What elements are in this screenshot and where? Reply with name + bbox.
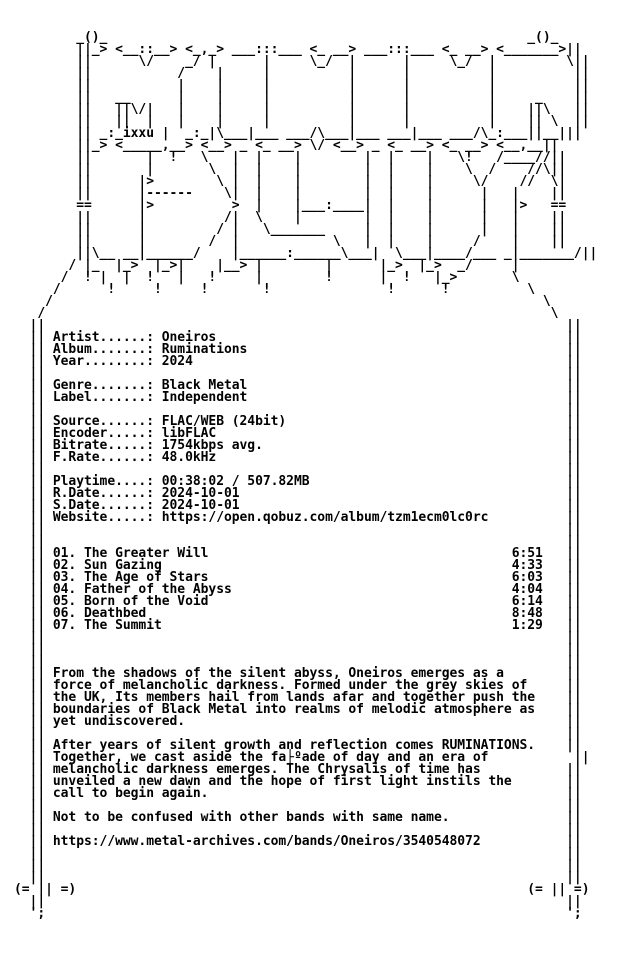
nfo-line: || Artist......: Oneiros ||	[14, 330, 582, 345]
nfo-line: || _:_ixxu | _:_|\___|___ ___/\___|___ ___|___ ___/\_:___||__|||	[14, 126, 582, 141]
nfo-line: || | | | | | | ||	[14, 78, 590, 93]
nfo-line: || unveiled a new dawn and the hope of first light instils the ||	[14, 774, 582, 789]
nfo-line: || Together, we cast aside the fa├ºade of day and an era of ||	[14, 750, 590, 765]
nfo-line: || __ | | | | | | _ ||	[14, 90, 590, 105]
nfo-line: / ! ! ! ! ! ! \	[14, 282, 536, 297]
nfo-line: || | /| \ | | | | | | ||	[14, 210, 567, 225]
nfo-line: || 05. Born of the Void 6:14 ||	[14, 594, 582, 609]
nfo-line: || F.Rate......: 48.0kHz ||	[14, 450, 582, 465]
nfo-line: || || | | | | | | | || \ ||	[14, 114, 590, 129]
nfo-line: || Genre.......: Black Metal ||	[14, 378, 582, 393]
nfo-line: || the UK, Its members hail from lands afar and together push the ||	[14, 690, 582, 705]
nfo-line: || ||	[14, 534, 582, 549]
nfo-line: || ||	[14, 846, 582, 861]
nfo-line: || / | | | | | ||	[14, 66, 590, 81]
nfo-line: || ||	[14, 366, 582, 381]
nfo-line: || | ! \ | | | | | | \! /____//||	[14, 150, 574, 165]
nfo-line: || ||	[14, 642, 582, 657]
nfo-line: || Not to be confused with other bands with same name. ||	[14, 810, 582, 825]
nfo-line: || boundaries of Black Metal into realms of melodic atmosphere as ||	[14, 702, 582, 717]
nfo-line: || Encoder.....: libFLAC ||	[14, 426, 582, 441]
nfo-line: || |> \ | | | | | | \/ // \|	[14, 174, 567, 189]
nfo-line: || ||	[14, 318, 582, 333]
nfo-line: || ||	[14, 726, 582, 741]
nfo-line: || ||	[14, 630, 582, 645]
nfo-line: || ||	[14, 798, 582, 813]
nfo-line: || ||	[14, 654, 582, 669]
nfo-line: / \	[14, 306, 559, 321]
nfo-line: || | / | \ | | | / | ||	[14, 234, 567, 249]
nfo-line: || ||\/| | | | | | | ||\ ||	[14, 102, 590, 117]
nfo-line: || Label.......: Independent ||	[14, 390, 582, 405]
nfo-line: / \	[14, 294, 551, 309]
nfo-line: || Website.....: https://open.qobuz.com/album/tzm1ecm0lc0rc ||	[14, 510, 582, 525]
nfo-line: == |> > | |___:____| | | | |> ==	[14, 198, 567, 213]
nfo-line: || 03. The Age of Stars 6:03 ||	[14, 570, 582, 585]
nfo-line: ||_> <_____,__> <__> _ <_ __> \/ <__> _ <_ __> <_ __> <__,__||	[14, 138, 559, 153]
nfo-line: || call to begin again. ||	[14, 786, 582, 801]
nfo-line: || |------ \| | | | | | | | ||	[14, 186, 567, 201]
nfo-text-block	[14, 32, 597, 920]
nfo-line: || Album.......: Ruminations ||	[14, 342, 582, 357]
nfo-line: / ! | | ! | ! | ! | ! |_> \	[14, 270, 520, 285]
nfo-line: || \/ _/ | | \_/ | | \_/ | \||	[14, 54, 590, 69]
nfo-line: || | \ | | | | | | \ / //\||	[14, 162, 567, 177]
nfo-line: || ||	[14, 462, 582, 477]
nfo-line: || ||	[14, 870, 582, 885]
nfo-line: || force of melancholic darkness. Formed under the grey skies of ||	[14, 678, 582, 693]
nfo-line: || Year........: 2024 ||	[14, 354, 582, 369]
nfo-line: || melancholic darkness emerges. The Chrysalis of time has ||	[14, 762, 582, 777]
nfo-line: || ||	[14, 522, 582, 537]
nfo-line: || Source......: FLAC/WEB (24bit) ||	[14, 414, 582, 429]
nfo-line: || 04. Father of the Abyss 4:04 ||	[14, 582, 582, 597]
nfo-line: / |_ |_> |_>| |__> | | |_> |_> _/ |	[14, 258, 520, 273]
nfo-line: || 01. The Greater Will 6:51 ||	[14, 546, 582, 561]
nfo-line: || | / | \_______ | | | | | ||	[14, 222, 567, 237]
nfo-line: || yet undiscovered. ||	[14, 714, 582, 729]
nfo-line: '; ';	[14, 906, 582, 921]
nfo-line: || ||	[14, 402, 582, 417]
nfo-line: _()_ _()_	[14, 30, 559, 45]
nfo-line: || Bitrate.....: 1754kbps avg. ||	[14, 438, 582, 453]
nfo-line: (= || =) (= || =)	[14, 882, 590, 897]
nfo-line: || 06. Deathbed 8:48 ||	[14, 606, 582, 621]
nfo-line: || ||	[14, 822, 582, 837]
nfo-line: || From the shadows of the silent abyss, Oneiros emerges as a ||	[14, 666, 582, 681]
nfo-line: ||_> <__::__> <_,_> ___:::___ <_ __> ___:::___ <_ __> <_______>||	[14, 42, 590, 57]
nfo-line: || 07. The Summit 1:29 ||	[14, 618, 582, 633]
nfo-line: || R.Date......: 2024-10-01 ||	[14, 486, 582, 501]
nfo-line: || ||	[14, 894, 582, 909]
nfo-line: || 02. Sun Gazing 4:33 ||	[14, 558, 582, 573]
nfo-line: ||\__ __|______/ |______:______\___| \___|____/___ _|_______/||	[14, 246, 598, 261]
nfo-line: || ||	[14, 858, 582, 873]
nfo-line: || After years of silent growth and reflection comes RUMINATIONS. ||	[14, 738, 582, 753]
nfo-line: || Playtime....: 00:38:02 / 507.82MB ||	[14, 474, 582, 489]
nfo-line: || S.Date......: 2024-10-01 ||	[14, 498, 582, 513]
nfo-line: || https://www.metal-archives.com/bands/Oneiros/3540548072 ||	[14, 834, 582, 849]
